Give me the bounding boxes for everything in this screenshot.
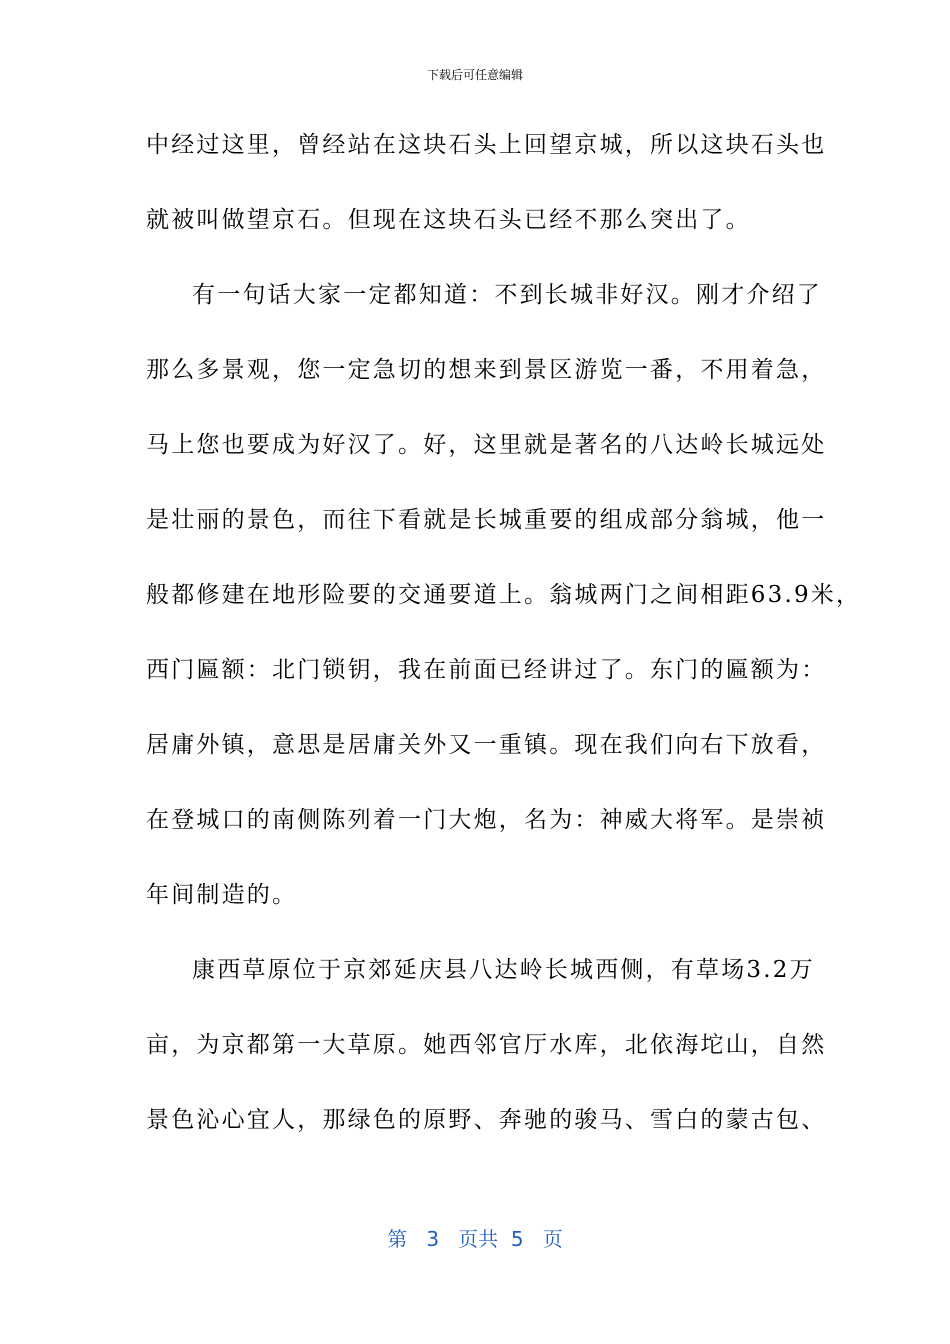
paragraph-line: 般都修建在地形险要的交通要道上。翁城两门之间相距63.9米， [146, 582, 862, 608]
current-page-number: 3 [426, 1227, 440, 1251]
paragraph-line: 在登城口的南侧陈列着一门大炮，名为：神威大将军。是崇祯 [146, 807, 827, 833]
header-note: 下载后可任意编辑 [426, 68, 523, 82]
paragraph-line: 那么多景观，您一定急切的想来到景区游览一番，不用着急， [146, 357, 827, 383]
paragraph-line: 就被叫做望京石。但现在这块石头已经不那么突出了。 [146, 207, 751, 233]
total-pages-number: 5 [510, 1227, 524, 1251]
page-label-prefix: 第 [387, 1227, 408, 1251]
page-label-suffix: 页 [542, 1227, 563, 1251]
paragraph-line: 中经过这里，曾经站在这块石头上回望京城，所以这块石头也 [146, 132, 827, 158]
paragraph-line: 西门匾额：北门锁钥，我在前面已经讲过了。东门的匾额为： [146, 657, 827, 683]
paragraph-line: 亩，为京都第一大草原。她西邻官厅水库，北依海坨山，自然 [146, 1032, 827, 1058]
page-label-middle: 页共 [458, 1227, 499, 1251]
paragraph-line: 有一句话大家一定都知道：不到长城非好汉。刚才介绍了 [192, 282, 822, 308]
paragraph-line: 是壮丽的景色，而往下看就是长城重要的组成部分翁城，他一 [146, 507, 827, 533]
paragraph-line: 马上您也要成为好汉了。好，这里就是著名的八达岭长城远处 [146, 432, 827, 458]
paragraph-line: 年间制造的。 [146, 882, 298, 908]
paragraph-line: 康西草原位于京郊延庆县八达岭长城西侧，有草场3.2万 [192, 957, 815, 983]
page-number-footer [0, 1226, 950, 1252]
paragraph-line: 居庸外镇，意思是居庸关外又一重镇。现在我们向右下放看， [146, 732, 827, 758]
paragraph-line: 景色沁心宜人，那绿色的原野、奔驰的骏马、雪白的蒙古包、 [146, 1107, 827, 1133]
